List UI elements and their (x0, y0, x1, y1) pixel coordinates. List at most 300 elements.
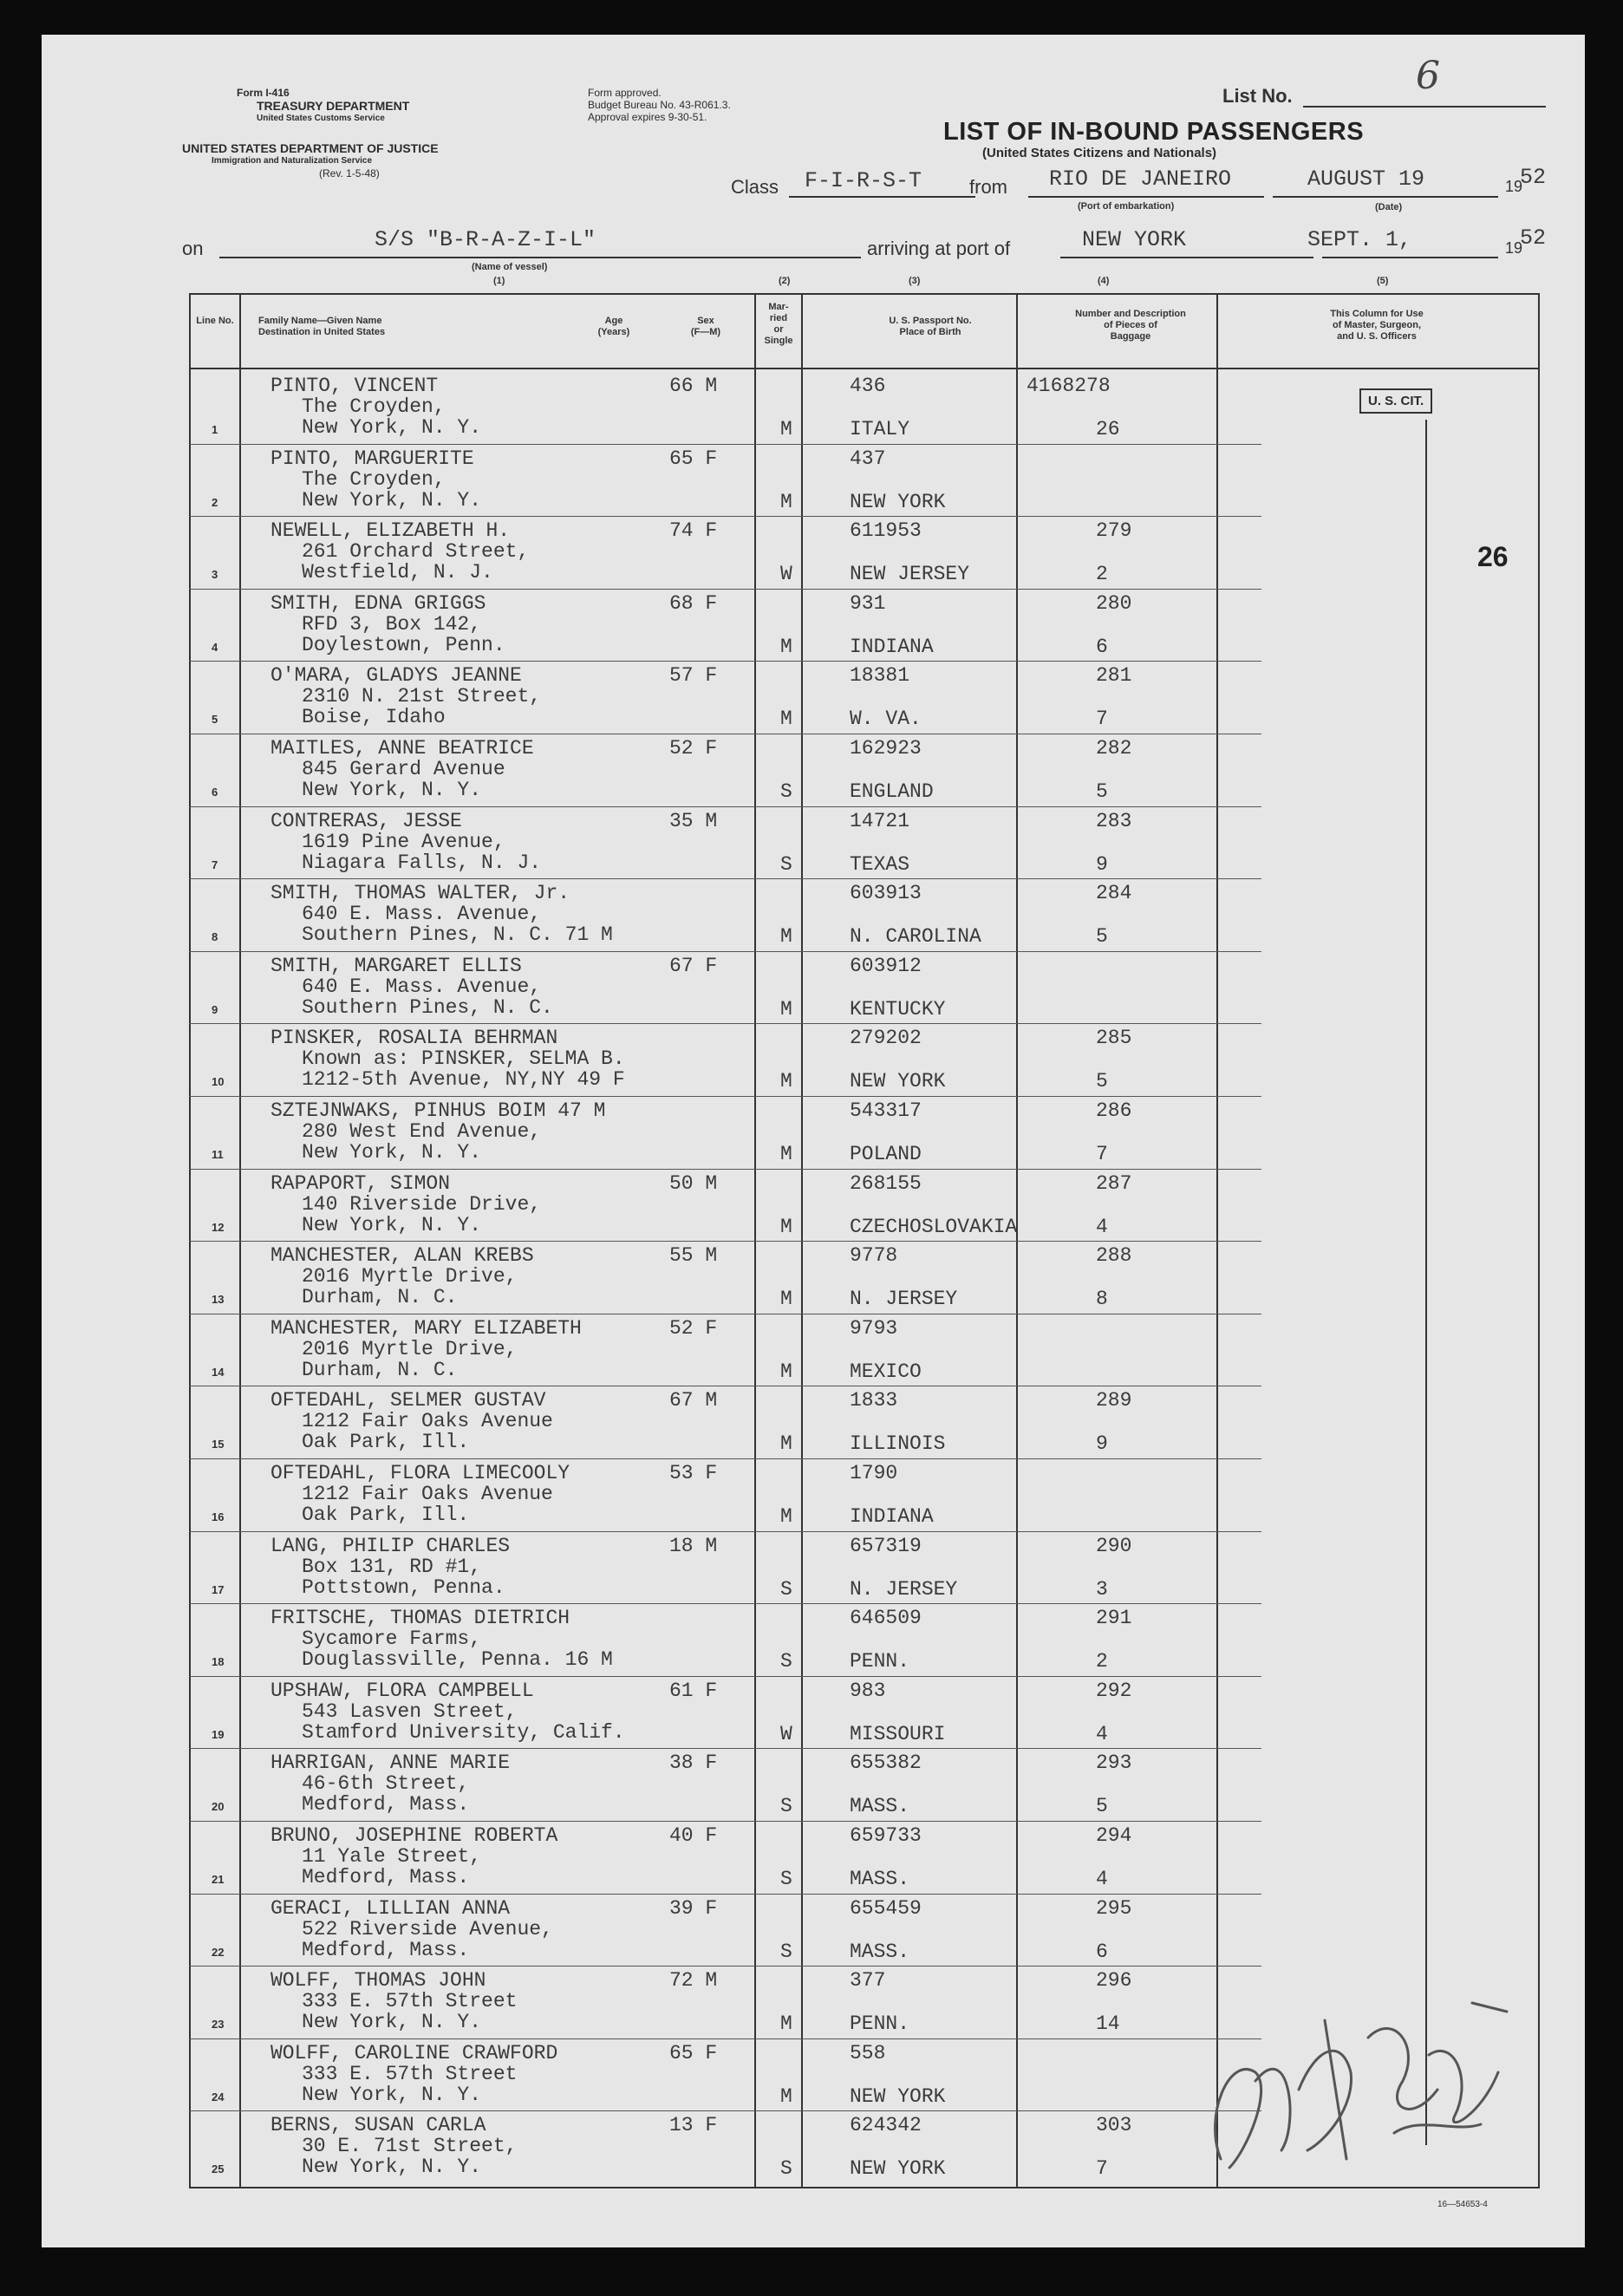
age-sex: 65 F (669, 447, 718, 470)
justice-dept: UNITED STATES DEPARTMENT OF JUSTICE (182, 141, 439, 155)
place-of-birth: PENN. (850, 2012, 910, 2036)
passport-number: 268155 (850, 1171, 922, 1195)
place-of-birth: MISSOURI (850, 1722, 946, 1745)
passenger-name-line: 30 E. 71st Street, (302, 2135, 518, 2158)
vessel-caption: (Name of vessel) (472, 262, 548, 272)
form-id: Form I-416 (237, 87, 290, 99)
place-of-birth: ENGLAND (850, 780, 934, 803)
baggage-number: 282 (1096, 737, 1132, 760)
baggage-pieces: 5 (1096, 780, 1108, 803)
place-of-birth: MEXICO (850, 1360, 922, 1383)
place-of-birth: ILLINOIS (850, 1432, 946, 1456)
marital-status: M (780, 1215, 792, 1238)
footer-code: 16—54653-4 (1437, 2200, 1488, 2209)
marital-status: M (780, 997, 792, 1021)
header-baggage: Number and Description of Pieces of Baggage (1075, 309, 1186, 342)
baggage-pieces: 8 (1096, 1288, 1108, 1311)
baggage-number: 284 (1096, 882, 1132, 905)
marital-status: M (780, 1360, 792, 1383)
line-number: 20 (212, 1800, 225, 1814)
passenger-name-line: FRITSCHE, THOMAS DIETRICH (270, 1607, 570, 1630)
line-number: 17 (212, 1582, 225, 1596)
row-divider (189, 1096, 1261, 1097)
from-label: from (969, 176, 1007, 198)
baggage-pieces: 7 (1096, 1143, 1108, 1165)
from-underline (1028, 196, 1264, 198)
passenger-name-line: 522 Riverside Avenue, (302, 1917, 553, 1941)
arrival-date-underline (1322, 257, 1498, 258)
line-number: 19 (212, 1727, 225, 1741)
age-sex: 74 F (669, 519, 718, 543)
marital-status: M (780, 1432, 792, 1456)
place-of-birth: INDIANA (850, 635, 934, 658)
table-bottom-border (189, 2187, 1540, 2188)
passenger-name-line: PINTO, VINCENT (270, 375, 439, 397)
line-number: 15 (212, 1438, 225, 1451)
passenger-name-line: 11 Yale Street, (302, 1845, 482, 1868)
header-line-no: Line No. (196, 316, 234, 326)
baggage-number: 279 (1096, 519, 1132, 543)
age-sex: 53 F (669, 1462, 718, 1484)
passport-number: 655459 (850, 1896, 922, 1920)
age-sex: 35 M (669, 809, 718, 832)
passenger-name-line: 333 E. 57th Street (302, 2062, 518, 2085)
baggage-number: 280 (1096, 591, 1132, 615)
passport-number: 279202 (850, 1027, 922, 1050)
approval-line-1: Form approved. (588, 87, 662, 99)
list-no-value: 6 (1416, 54, 1440, 98)
place-of-birth: W. VA. (850, 708, 922, 731)
row-divider (189, 661, 1261, 662)
table-top-border (189, 293, 1540, 295)
port-caption: (Port of embarkation) (1078, 201, 1175, 212)
row-divider (189, 1676, 1261, 1677)
passenger-name-line: 1212-5th Avenue, NY,NY 49 F (302, 1068, 625, 1092)
passenger-name-line: 280 West End Avenue, (302, 1120, 542, 1143)
baggage-pieces: 2 (1096, 563, 1108, 586)
place-of-birth: PENN. (850, 1650, 910, 1673)
passenger-name-line: Stamford University, Calif. (302, 1720, 625, 1744)
row-divider (189, 806, 1261, 807)
passenger-name-line: OFTEDAHL, FLORA LIMECOOLY (270, 1462, 570, 1484)
passenger-name-line: Westfield, N. J. (302, 561, 493, 584)
header-passport: U. S. Passport No. Place of Birth (889, 316, 972, 337)
baggage-number: 285 (1096, 1027, 1132, 1050)
row-divider (189, 1748, 1261, 1749)
row-divider (189, 516, 1261, 517)
row-divider (189, 2038, 1261, 2039)
arrival-port: NEW YORK (1082, 227, 1187, 252)
passenger-name-line: New York, N. Y. (302, 2083, 482, 2106)
baggage-pieces: 4 (1096, 1215, 1108, 1238)
passenger-name-line: LANG, PHILIP CHARLES (270, 1534, 511, 1557)
passenger-name-line: Douglassville, Penna. 16 M (302, 1648, 613, 1672)
age-sex: 50 M (669, 1171, 718, 1195)
manifest-page (42, 35, 1585, 2247)
passport-number: 603913 (850, 882, 922, 905)
line-number: 13 (212, 1293, 225, 1307)
passenger-name-line: 140 Riverside Drive, (302, 1192, 542, 1216)
age-sex: 18 M (669, 1534, 718, 1557)
arriving-label: arriving at port of (867, 238, 1011, 259)
col-num-1: (1) (493, 276, 505, 286)
passenger-name-line: 640 E. Mass. Avenue, (302, 975, 542, 998)
passenger-name-line: UPSHAW, FLORA CAMPBELL (270, 1679, 534, 1702)
passport-number: 558 (850, 2041, 886, 2064)
passport-number: 931 (850, 591, 886, 615)
baggage-number: 281 (1096, 664, 1132, 688)
page-title: LIST OF IN-BOUND PASSENGERS (943, 118, 1365, 146)
passenger-name-line: 261 Orchard Street, (302, 540, 530, 564)
passenger-name-line: Southern Pines, N. C. 71 M (302, 923, 613, 947)
list-no-underline (1303, 106, 1546, 108)
passenger-name-line: New York, N. Y. (302, 416, 482, 439)
age-sex: 52 F (669, 1316, 718, 1340)
passenger-name-line: Durham, N. C. (302, 1286, 458, 1309)
age-sex: 61 F (669, 1679, 718, 1702)
line-number: 6 (212, 786, 218, 799)
passenger-name-line: Boise, Idaho (302, 706, 446, 729)
col-num-2: (2) (779, 276, 791, 286)
page-subtitle: (United States Citizens and Nationals) (982, 146, 1217, 160)
inspector-signature (1195, 1986, 1533, 2185)
line-number: 3 (212, 568, 218, 582)
marital-status: M (780, 2084, 792, 2108)
marital-status: M (780, 1143, 792, 1165)
vessel-underline (219, 257, 861, 258)
passenger-name-line: New York, N. Y. (302, 2011, 482, 2034)
marital-status: M (780, 418, 792, 440)
age-sex: 52 F (669, 737, 718, 760)
age-sex: 68 F (669, 591, 718, 615)
passenger-name-line: MANCHESTER, ALAN KREBS (270, 1244, 534, 1268)
passenger-name-line: New York, N. Y. (302, 488, 482, 512)
passenger-name-line: Medford, Mass. (302, 1793, 470, 1817)
age-sex: 13 F (669, 2114, 718, 2137)
line-number: 1 (212, 423, 218, 436)
baggage-number: 303 (1096, 2114, 1132, 2137)
marital-status: S (780, 2157, 792, 2181)
passenger-name-line: BERNS, SUSAN CARLA (270, 2114, 486, 2137)
passenger-name-line: 845 Gerard Avenue (302, 758, 505, 780)
line-number: 24 (212, 2090, 225, 2104)
passport-number: 18381 (850, 664, 910, 688)
col-num-5: (5) (1377, 276, 1389, 286)
passenger-name-line: MAITLES, ANNE BEATRICE (270, 737, 534, 760)
header-officers: This Column for Use of Master, Surgeon, and U. S. Officers (1330, 309, 1424, 342)
year-prefix: 19 (1505, 178, 1523, 195)
passenger-name-line: PINSKER, ROSALIA BEHRMAN (270, 1027, 558, 1050)
table-header-bottom (189, 368, 1540, 369)
line-number: 8 (212, 930, 218, 944)
row-divider (189, 951, 1261, 952)
passenger-name-line: The Croyden, (302, 467, 446, 491)
place-of-birth: NEW YORK (850, 490, 946, 513)
baggage-pieces: 7 (1096, 708, 1108, 731)
class-label: Class (731, 176, 779, 198)
baggage-pieces: 2 (1096, 1650, 1108, 1673)
row-divider (189, 2110, 1261, 2111)
marital-status: M (780, 708, 792, 731)
passport-number: 437 (850, 447, 886, 470)
revision: (Rev. 1-5-48) (319, 167, 380, 179)
passenger-name-line: Medford, Mass. (302, 1866, 470, 1888)
marital-status: W (780, 563, 792, 586)
marital-status: M (780, 2012, 792, 2036)
line-number: 9 (212, 1002, 218, 1016)
row-divider (189, 1966, 1261, 1967)
list-no-label: List No. (1222, 85, 1293, 107)
row-divider (189, 1169, 1261, 1170)
passenger-name-line: NEWELL, ELIZABETH H. (270, 519, 511, 543)
place-of-birth: MASS. (850, 1940, 910, 1963)
baggage-number: 288 (1096, 1244, 1132, 1268)
baggage-number: 289 (1096, 1389, 1132, 1412)
marital-status: M (780, 490, 792, 513)
passenger-name-line: 640 E. Mass. Avenue, (302, 903, 542, 926)
place-of-birth: NEW YORK (850, 1070, 946, 1093)
line-number: 14 (212, 1365, 225, 1379)
passenger-name-line: 543 Lasven Street, (302, 1699, 518, 1723)
arrival-year-prefix: 19 (1505, 239, 1523, 257)
passenger-name-line: Pottstown, Penna. (302, 1575, 505, 1599)
place-of-birth: N. JERSEY (850, 1288, 958, 1311)
place-of-birth: NEW JERSEY (850, 563, 970, 586)
passport-number: 162923 (850, 737, 922, 760)
passenger-name-line: WOLFF, CAROLINE CRAWFORD (270, 2041, 558, 2064)
class-value: F-I-R-S-T (805, 168, 922, 193)
place-of-birth: MASS. (850, 1868, 910, 1890)
line-number: 16 (212, 1510, 225, 1523)
age-sex: 38 F (669, 1751, 718, 1775)
passport-number: 9793 (850, 1316, 898, 1340)
header-married: Mar- ried or Single (764, 302, 793, 346)
passenger-name-line: SMITH, EDNA GRIGGS (270, 591, 486, 615)
col-num-3: (3) (909, 276, 921, 286)
row-divider (189, 1241, 1261, 1242)
place-of-birth: N. CAROLINA (850, 925, 981, 949)
baggage-number: 296 (1096, 1969, 1132, 1993)
line-number: 25 (212, 2162, 225, 2176)
marital-status: S (780, 780, 792, 803)
stamp-bracket-line (1425, 420, 1427, 2145)
treasury-dept: TREASURY DEPARTMENT (257, 99, 410, 113)
passenger-name-line: BRUNO, JOSEPHINE ROBERTA (270, 1824, 558, 1847)
header-sex: Sex (F—M) (690, 316, 721, 337)
age-sex: 57 F (669, 664, 718, 688)
passport-number: 436 (850, 375, 886, 397)
line-number: 4 (212, 640, 218, 654)
row-divider (189, 878, 1261, 879)
row-divider (189, 589, 1261, 590)
passport-number: 377 (850, 1969, 886, 1993)
age-sex: 67 M (669, 1389, 718, 1412)
baggage-pieces: 6 (1096, 1940, 1108, 1963)
passenger-name-line: OFTEDAHL, SELMER GUSTAV (270, 1389, 546, 1412)
line-number: 21 (212, 1873, 225, 1886)
baggage-number: 290 (1096, 1534, 1132, 1557)
place-of-birth: ITALY (850, 418, 910, 440)
passenger-name-line: MANCHESTER, MARY ELIZABETH (270, 1316, 582, 1340)
passenger-name-line: Sycamore Farms, (302, 1627, 482, 1651)
baggage-pieces: 4 (1096, 1722, 1108, 1745)
passport-number: 655382 (850, 1751, 922, 1775)
baggage-pieces: 4 (1096, 1868, 1108, 1890)
passenger-name-line: SMITH, MARGARET ELLIS (270, 954, 522, 977)
passenger-name-line: New York, N. Y. (302, 1213, 482, 1236)
passenger-name-line: 1212 Fair Oaks Avenue (302, 1483, 553, 1505)
passenger-name-line: HARRIGAN, ANNE MARIE (270, 1751, 511, 1775)
vessel-name: S/S "B-R-A-Z-I-L" (375, 227, 596, 252)
row-divider (189, 1821, 1261, 1822)
marital-status: W (780, 1722, 792, 1745)
baggage-pieces: 5 (1096, 1795, 1108, 1818)
baggage-pieces: 26 (1096, 418, 1120, 440)
customs-service: United States Customs Service (257, 114, 385, 123)
passenger-name-line: GERACI, LILLIAN ANNA (270, 1896, 511, 1920)
embarkation-port: RIO DE JANEIRO (1049, 166, 1232, 192)
age-sex: 39 F (669, 1896, 718, 1920)
baggage-pieces: 5 (1096, 1070, 1108, 1093)
place-of-birth: N. JERSEY (850, 1577, 958, 1601)
passenger-name-line: Oak Park, Ill. (302, 1503, 470, 1526)
passenger-name-line: O'MARA, GLADYS JEANNE (270, 664, 522, 688)
passenger-name-line: Box 131, RD #1, (302, 1555, 482, 1578)
baggage-pieces: 9 (1096, 1432, 1108, 1456)
ins-service: Immigration and Naturalization Service (212, 156, 373, 166)
age-sex: 66 M (669, 375, 718, 397)
baggage-number: 283 (1096, 809, 1132, 832)
line-number: 7 (212, 858, 218, 871)
passenger-name-line: 2016 Myrtle Drive, (302, 1265, 518, 1288)
passenger-name-line: 333 E. 57th Street (302, 1990, 518, 2013)
passport-number: 611953 (850, 519, 922, 543)
baggage-number: 293 (1096, 1751, 1132, 1775)
place-of-birth: KENTUCKY (850, 997, 946, 1021)
marital-status: M (780, 925, 792, 949)
passenger-name-line: 1212 Fair Oaks Avenue (302, 1410, 553, 1433)
place-of-birth: POLAND (850, 1143, 922, 1165)
passport-number: 659733 (850, 1824, 922, 1847)
baggage-pieces: 6 (1096, 635, 1108, 658)
passenger-name-line: RFD 3, Box 142, (302, 612, 482, 636)
passenger-name-line: New York, N. Y. (302, 1141, 482, 1164)
baggage-number: 292 (1096, 1679, 1132, 1702)
passenger-name-line: Durham, N. C. (302, 1358, 458, 1381)
passenger-name-line: 2310 N. 21st Street, (302, 685, 542, 708)
passport-number: 646509 (850, 1607, 922, 1630)
passenger-name-line: 2016 Myrtle Drive, (302, 1337, 518, 1360)
passport-number: 657319 (850, 1534, 922, 1557)
place-of-birth: CZECHOSLOVAKIA (850, 1215, 1018, 1238)
passenger-name-line: RAPAPORT, SIMON (270, 1171, 451, 1195)
passenger-name-line: WOLFF, THOMAS JOHN (270, 1969, 486, 1993)
arrival-year: 52 (1520, 225, 1547, 251)
date-caption: (Date) (1375, 202, 1403, 212)
passport-number: 603912 (850, 954, 922, 977)
departure-year: 52 (1520, 165, 1547, 190)
place-of-birth: MASS. (850, 1795, 910, 1818)
passenger-name-line: Doylestown, Penn. (302, 633, 505, 656)
line-number: 5 (212, 713, 218, 727)
age-sex: 72 M (669, 1969, 718, 1993)
passport-number: 1833 (850, 1389, 898, 1412)
marital-status: S (780, 852, 792, 876)
line-number: 22 (212, 1945, 225, 1959)
age-sex: 40 F (669, 1824, 718, 1847)
row-divider (189, 1023, 1261, 1024)
place-of-birth: NEW YORK (850, 2157, 946, 2181)
marital-status: S (780, 1868, 792, 1890)
line-number: 10 (212, 1075, 225, 1089)
place-of-birth: TEXAS (850, 852, 910, 876)
header-age: Age (Years) (597, 316, 630, 337)
passenger-name-line: New York, N. Y. (302, 779, 482, 801)
line-number: 23 (212, 2018, 225, 2032)
passenger-name-line: New York, N. Y. (302, 2156, 482, 2179)
passenger-name-line: Oak Park, Ill. (302, 1431, 470, 1454)
baggage-number: 294 (1096, 1824, 1132, 1847)
baggage-pieces: 3 (1096, 1577, 1108, 1601)
passenger-name-line: Niagara Falls, N. J. (302, 851, 542, 874)
table-right-border (1538, 293, 1540, 2188)
approval-line-2: Budget Bureau No. 43-R061.3. (588, 99, 731, 111)
marital-status: M (780, 1288, 792, 1311)
class-underline (789, 196, 975, 198)
passport-number: 9778 (850, 1244, 898, 1268)
row-divider (189, 1603, 1261, 1604)
line-number: 18 (212, 1655, 225, 1669)
passenger-name-line: SZTEJNWAKS, PINHUS BOIM 47 M (270, 1099, 606, 1122)
passport-number: 1790 (850, 1462, 898, 1484)
passenger-total: 26 (1477, 541, 1509, 572)
line-number: 11 (212, 1148, 224, 1161)
line-number: 12 (212, 1220, 225, 1234)
passenger-name-line: Known as: PINSKER, SELMA B. (302, 1047, 625, 1071)
row-divider (189, 1531, 1261, 1532)
arrival-port-underline (1060, 257, 1313, 258)
passport-number: 14721 (850, 809, 910, 832)
baggage-pieces: 9 (1096, 852, 1108, 876)
marital-status: S (780, 1650, 792, 1673)
place-of-birth: INDIANA (850, 1505, 934, 1528)
on-label: on (182, 238, 204, 259)
marital-status: M (780, 1070, 792, 1093)
baggage-number: 291 (1096, 1607, 1132, 1630)
marital-status: S (780, 1940, 792, 1963)
age-sex: 55 M (669, 1244, 718, 1268)
place-of-birth: NEW YORK (850, 2084, 946, 2108)
passenger-name-line: Southern Pines, N. C. (302, 995, 553, 1019)
passenger-name-line: CONTRERAS, JESSE (270, 809, 462, 832)
passport-number: 624342 (850, 2114, 922, 2137)
passenger-name-line: SMITH, THOMAS WALTER, Jr. (270, 882, 570, 905)
passenger-name-line: 1619 Pine Avenue, (302, 830, 505, 853)
departure-date: AUGUST 19 (1307, 166, 1425, 192)
row-divider (189, 444, 1261, 445)
marital-status: S (780, 1577, 792, 1601)
row-divider (189, 1894, 1261, 1895)
marital-status: M (780, 635, 792, 658)
age-sex: 65 F (669, 2041, 718, 2064)
header-name: Family Name—Given Name Destination in United States (258, 316, 386, 337)
baggage-pieces: 7 (1096, 2157, 1108, 2181)
line-number: 2 (212, 495, 218, 509)
baggage-pieces: 5 (1096, 925, 1108, 949)
passenger-name-line: 46-6th Street, (302, 1772, 470, 1796)
passenger-name-line: PINTO, MARGUERITE (270, 447, 474, 470)
marital-status: S (780, 1795, 792, 1818)
